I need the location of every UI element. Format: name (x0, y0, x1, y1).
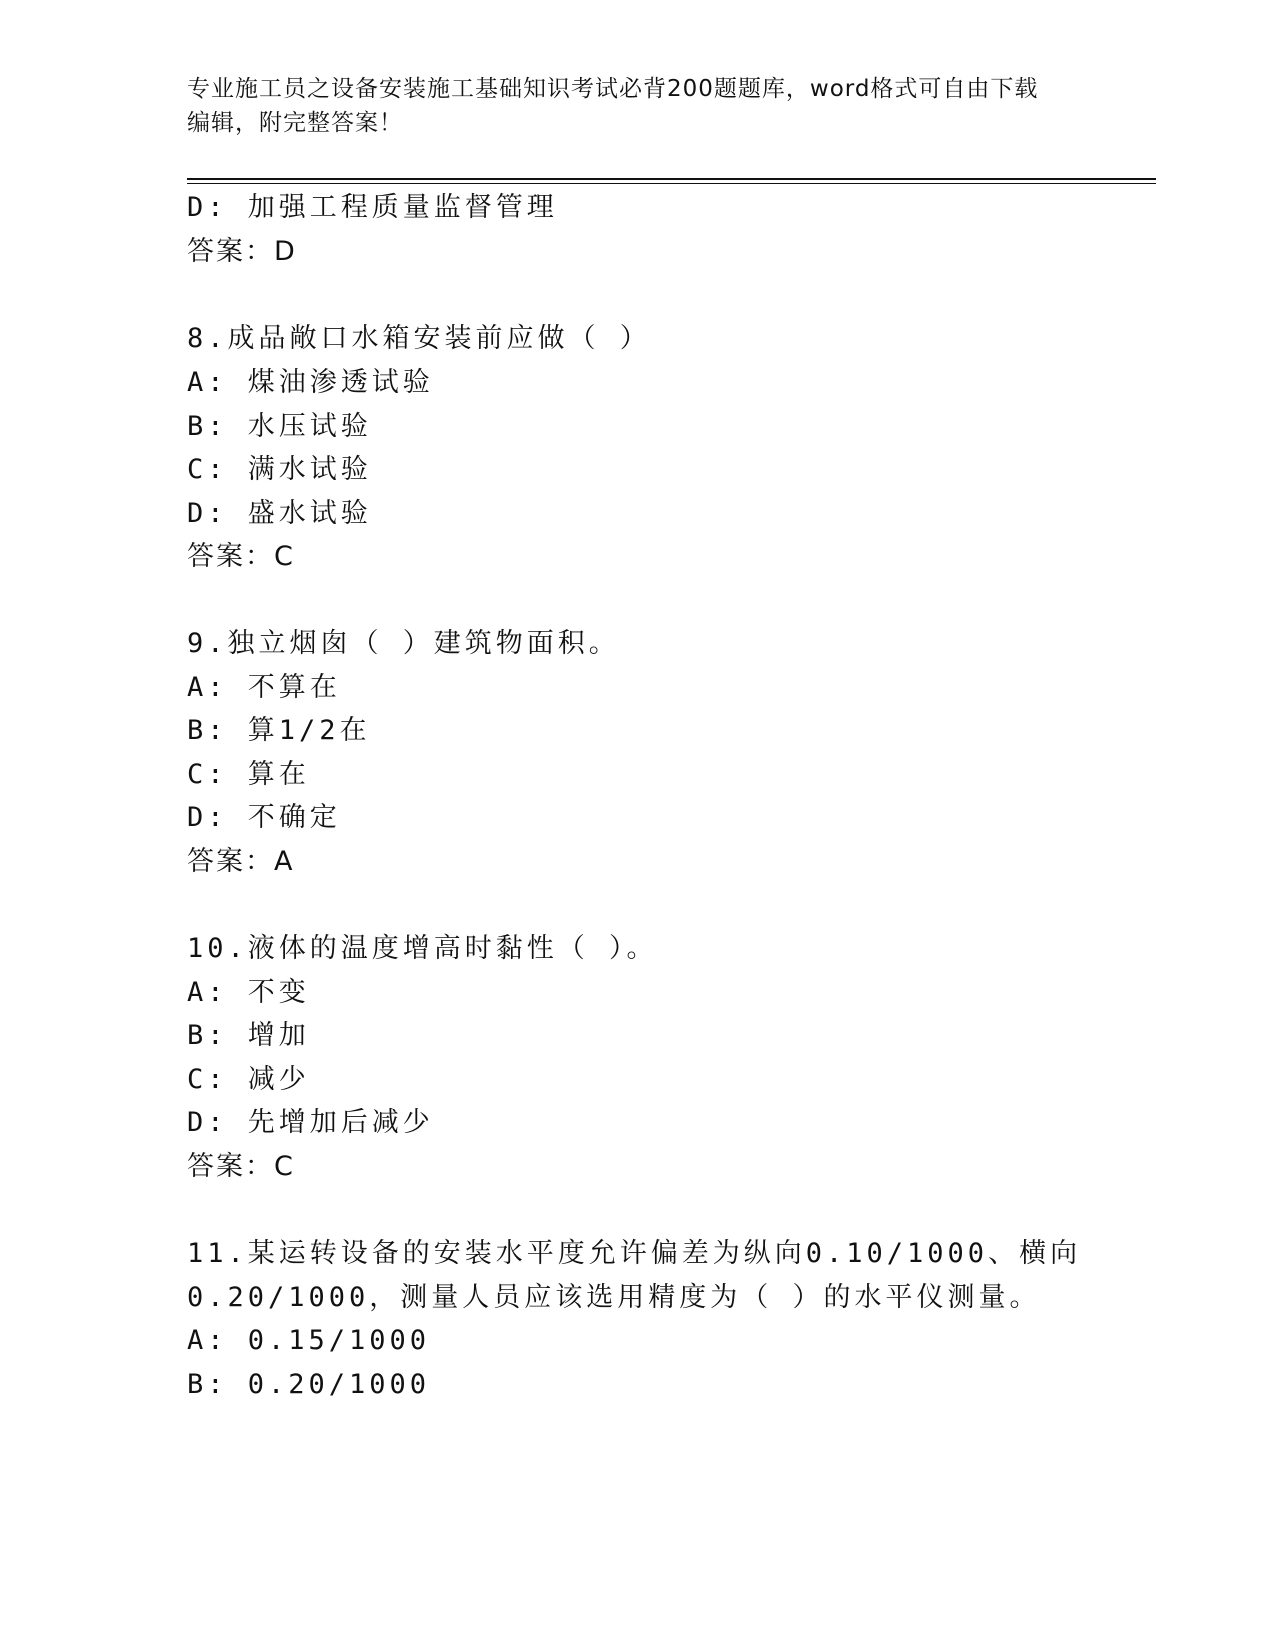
header-title-line-1: 专业施工员之设备安装施工基础知识考试必背200题题库，word格式可自由下载 (187, 76, 1039, 102)
q10-option-d: D: 先增加后减少 (187, 1107, 434, 1138)
q7-option-d: D: 加强工程质量监督管理 (187, 192, 558, 223)
q10-answer: 答案：C (187, 1151, 295, 1182)
q10-option-b: B: 增加 (187, 1020, 310, 1051)
q8-option-c: C: 满水试验 (187, 454, 372, 485)
q11-option-a: A: 0.15/1000 (187, 1325, 431, 1356)
q9-stem: 9.独立烟囱（ ）建筑物面积。 (187, 628, 620, 659)
q8-option-b: B: 水压试验 (187, 411, 372, 442)
q9-answer: 答案：A (187, 846, 295, 877)
q7-answer: 答案：D (187, 236, 297, 267)
q11-stem-line-2: 0.20/1000，测量人员应该选用精度为（ ）的水平仪测量。 (187, 1282, 1041, 1313)
q9-option-b: B: 算1/2在 (187, 715, 371, 746)
q10-stem: 10.液体的温度增高时黏性（ ）。 (187, 933, 658, 964)
header-divider (187, 178, 1156, 184)
q10-option-a: A: 不变 (187, 977, 310, 1008)
q9-option-a: A: 不算在 (187, 672, 341, 703)
q9-option-c: C: 算在 (187, 759, 310, 790)
q8-option-a: A: 煤油渗透试验 (187, 367, 434, 398)
document-header (187, 72, 1087, 140)
q11-stem-line-1: 11.某运转设备的安装水平度允许偏差为纵向0.10/1000、横向 (187, 1238, 1082, 1269)
q8-answer: 答案：C (187, 541, 295, 572)
q8-option-d: D: 盛水试验 (187, 498, 372, 529)
q9-option-d: D: 不确定 (187, 802, 341, 833)
header-title-line-2: 编辑，附完整答案！ (187, 110, 403, 136)
q10-option-c: C: 减少 (187, 1064, 310, 1095)
q11-option-b: B: 0.20/1000 (187, 1369, 431, 1400)
q8-stem: 8.成品敞口水箱安装前应做（ ） (187, 323, 651, 354)
